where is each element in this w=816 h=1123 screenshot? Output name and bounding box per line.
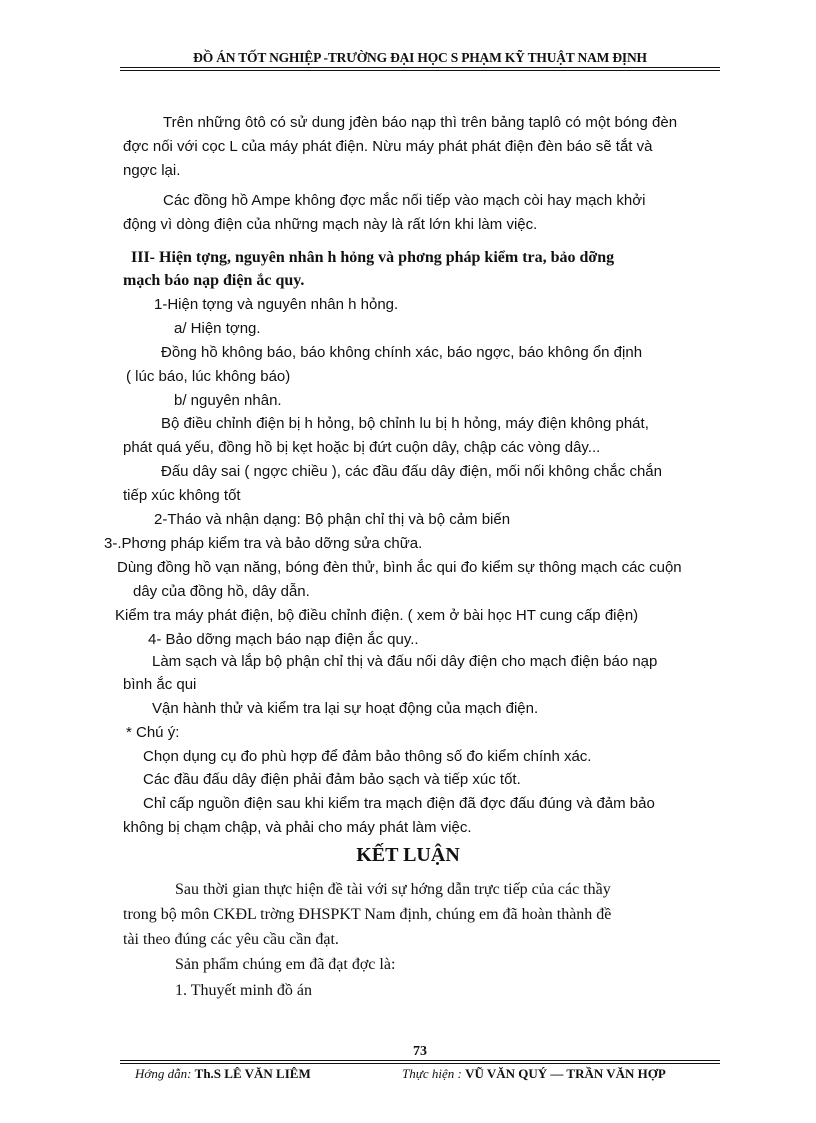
paragraph-line: Làm sạch và lắp bộ phận chỉ thị và đấu nối dây điện cho mạch điện báo nạp	[152, 653, 658, 670]
paragraph-line: bình ắc qui	[123, 676, 197, 693]
paragraph-line: Đấu dây sai ( ngợc chiều ), các đầu đấu dây điện, mối nối không chắc chắn	[161, 463, 662, 480]
page-header: ĐỒ ÁN TỐT NGHIỆP -TRƯỜNG ĐẠI HỌC S PHẠM KỸ THUẬT NAM ĐỊNH	[193, 50, 647, 65]
header-rule	[120, 70, 720, 71]
paragraph-line: Sản phẩm chúng em đã đạt đợc là:	[175, 956, 396, 973]
paragraph-line: dây của đồng hồ, dây dẫn.	[133, 583, 310, 600]
paragraph-line: phát quá yếu, đồng hồ bị kẹt hoặc bị đứt cuộn dây, chập các vòng dây...	[123, 439, 601, 456]
paragraph-line: đợc nối với cọc L của máy phát điện. Nừu máy phát phát điện đèn báo sẽ tắt và	[123, 138, 653, 155]
page-number: 73	[413, 1044, 427, 1059]
footer-rule	[120, 1063, 720, 1064]
paragraph-line: Chọn dụng cụ đo phù hợp để đảm bảo thông số đo kiểm chính xác.	[143, 748, 592, 765]
subsection-heading: 1-Hiện tợng và nguyên nhân h hỏng.	[154, 296, 399, 313]
footer-authors	[402, 1066, 666, 1082]
subsection-heading: b/ nguyên nhân.	[174, 392, 282, 409]
paragraph-line: ( lúc báo, lúc không báo)	[126, 368, 291, 385]
section-heading: III- Hiện tợng, nguyên nhân h hỏng và phơng pháp kiểm tra, bảo dỡng	[131, 249, 615, 266]
paragraph-line: Chỉ cấp nguồn điện sau khi kiểm tra mạch điện đã đợc đấu đúng và đảm bảo	[143, 795, 655, 812]
paragraph-line: Đồng hồ không báo, báo không chính xác, báo ngợc, báo không ổn định	[161, 344, 643, 361]
paragraph-line: Kiểm tra máy phát điện, bộ điều chỉnh điện. ( xem ở bài học HT cung cấp điện)	[115, 607, 639, 624]
subsection-heading: 3-.Phơng pháp kiểm tra và bảo dỡng sửa chữa.	[104, 535, 423, 552]
footer-authors-names: VŨ VĂN QUÝ — TRẦN VĂN HỢP	[465, 1066, 666, 1081]
paragraph-line: Trên những ôtô có sử dung jđèn báo nạp thì trên bảng taplô có một bóng đèn	[163, 114, 678, 131]
paragraph-line: trong bộ môn CKĐL trờng ĐHSPKT Nam định, chúng em đã hoàn thành đề	[123, 906, 612, 923]
footer-advisor-name: Th.S LÊ VĂN LIÊM	[194, 1066, 311, 1081]
footer-advisor-label: Hớng dẫn:	[135, 1066, 192, 1081]
section-heading: mạch báo nạp điện ắc quy.	[123, 272, 305, 289]
footer-advisor	[135, 1066, 311, 1082]
subsection-heading: 2-Tháo và nhận dạng: Bộ phận chỉ thị và bộ cảm biến	[154, 511, 511, 528]
paragraph-line: tài theo đúng các yêu cầu cần đạt.	[123, 931, 339, 948]
footer-authors-label: Thực hiện :	[402, 1066, 462, 1081]
paragraph-line: Vận hành thử và kiểm tra lại sự hoạt động của mạch điện.	[152, 700, 539, 717]
paragraph-line: Bộ điều chỉnh điện bị h hỏng, bộ chỉnh lu bị h hỏng, máy điện không phát,	[161, 415, 649, 432]
paragraph-line: không bị chạm chập, và phải cho máy phát làm việc.	[123, 819, 472, 836]
paragraph-line: ngợc lại.	[123, 162, 181, 179]
paragraph-line: Sau thời gian thực hiện đề tài với sự hớng dẫn trực tiếp của các thầy	[175, 881, 611, 898]
conclusion-title: KẾT LUẬN	[356, 844, 460, 866]
note-heading: * Chú ý:	[126, 724, 180, 741]
subsection-heading: a/ Hiện tợng.	[174, 320, 261, 337]
paragraph-line: Dùng đồng hồ vạn năng, bóng đèn thử, bình ắc qui đo kiểm sự thông mạch các cuộn	[117, 559, 682, 576]
header-rule	[120, 67, 720, 68]
paragraph-line: động vì dòng điện của những mạch này là rất lớn khi làm việc.	[123, 216, 538, 233]
list-item: 1. Thuyết minh đồ án	[175, 982, 313, 999]
subsection-heading: 4- Bảo dỡng mạch báo nạp điện ắc quy..	[148, 631, 419, 648]
footer-rule	[120, 1060, 720, 1061]
paragraph-line: Các đầu đấu dây điện phải đảm bảo sạch và tiếp xúc tốt.	[143, 771, 521, 788]
paragraph-line: Các đồng hồ Ampe không đợc mắc nối tiếp vào mạch còi hay mạch khởi	[163, 192, 646, 209]
paragraph-line: tiếp xúc không tốt	[123, 487, 241, 504]
